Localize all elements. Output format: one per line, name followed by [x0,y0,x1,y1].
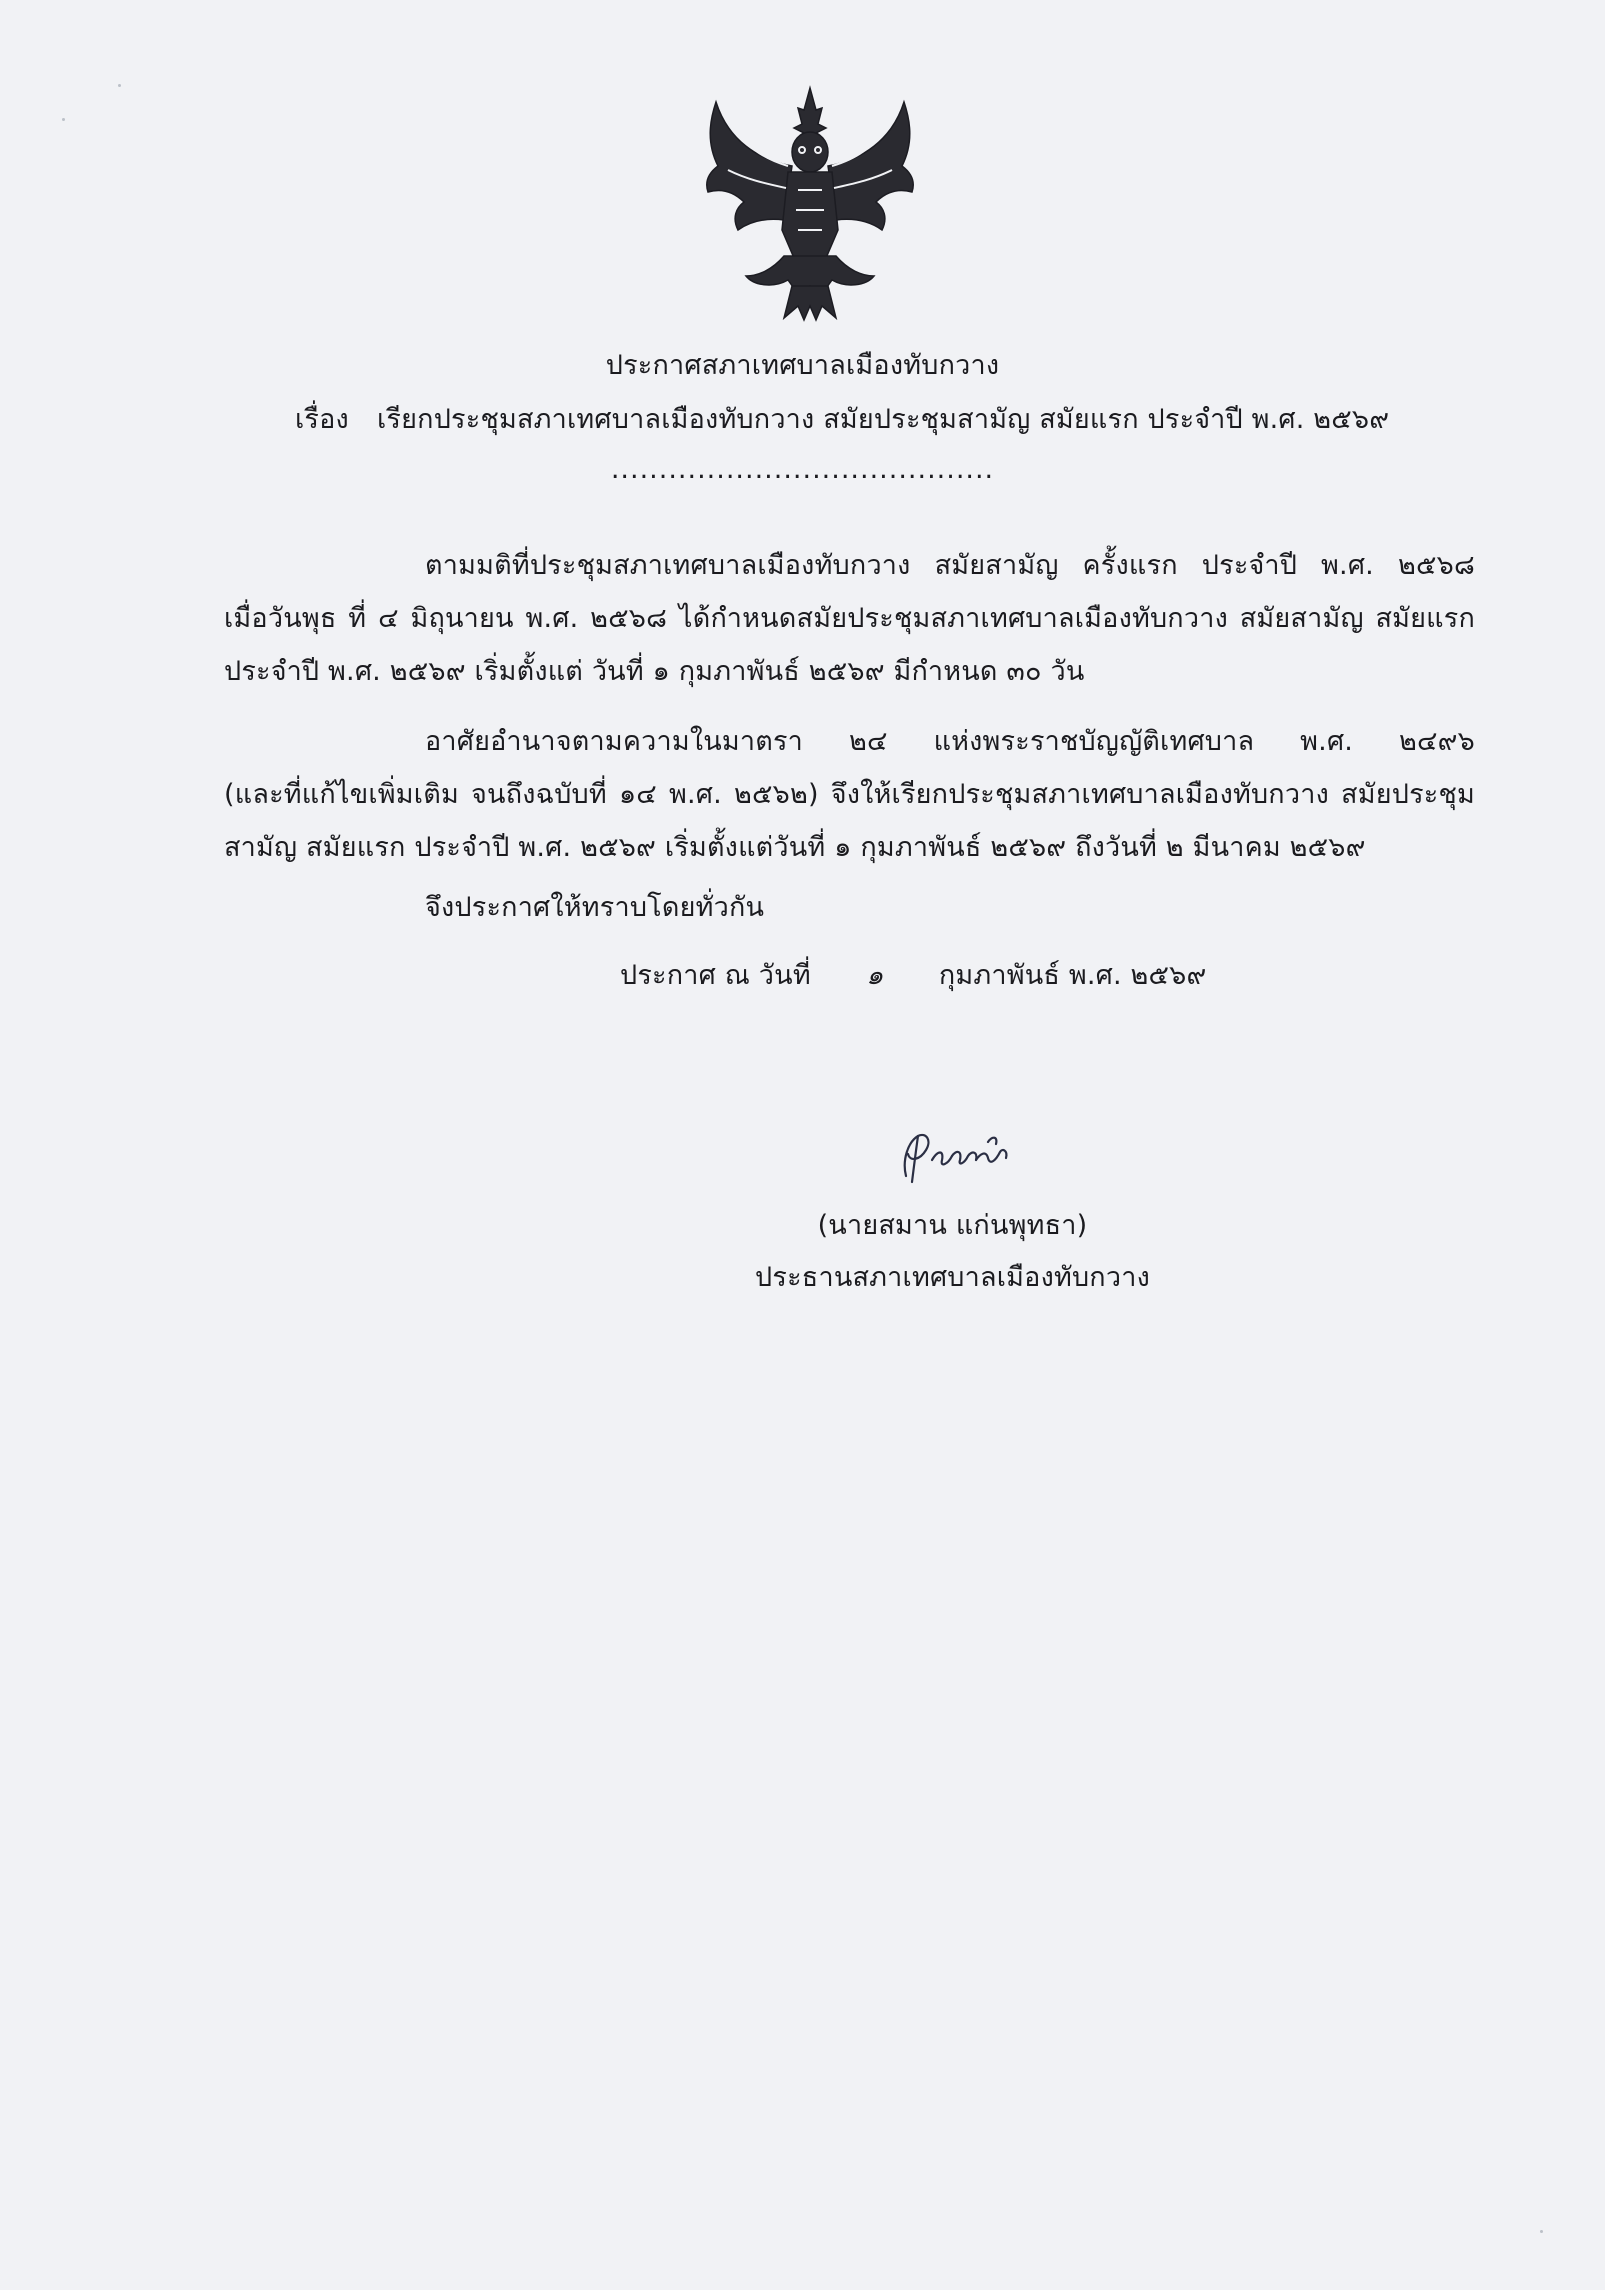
date-prefix: ประกาศ ณ วันที่ [620,960,811,991]
signatory-name: (นายสมาน แก่นพุทธา) [817,1210,1088,1241]
garuda-emblem-icon [688,80,933,325]
date-month-year: กุมภาพันธ์ พ.ศ. ๒๕๖๙ [938,960,1207,991]
handwritten-signature-icon [892,1120,1032,1190]
paragraph-3: จึงประกาศให้ทราบโดยทั่วกัน [425,892,765,923]
paragraph-1-line-2: เมื่อวันพุธ ที่ ๔ มิถุนายน พ.ศ. ๒๕๖๘ ได้กำหนดสมัยประชุมสภาเทศบาลเมืองทับกวาง สมัยสามัญ สมัยแรก [224,603,1475,634]
separator-dots: ........................................ [610,454,995,485]
paragraph-2-line-3: สามัญ สมัยแรก ประจำปี พ.ศ. ๒๕๖๙ เริ่มตั้งแต่วันที่ ๑ กุมภาพันธ์ ๒๕๖๙ ถึงวันที่ ๒ มีนาคม ๒๕๖๙ [224,832,1366,863]
subject-label: เรื่อง [295,404,349,435]
paragraph-1-line-3: ประจำปี พ.ศ. ๒๕๖๙ เริ่มตั้งแต่ วันที่ ๑ กุมภาพันธ์ ๒๕๖๙ มีกำหนด ๓๐ วัน [224,656,1085,687]
signatory-position: ประธานสภาเทศบาลเมืองทับกวาง [755,1262,1150,1293]
subject-text: เรียกประชุมสภาเทศบาลเมืองทับกวาง สมัยประชุมสามัญ สมัยแรก ประจำปี พ.ศ. ๒๕๖๙ [377,404,1390,435]
scan-speck [118,84,121,87]
scan-speck [62,118,65,121]
announcement-date [620,956,1206,996]
date-day: ๑ [866,960,884,991]
subject-line [295,400,1389,440]
paragraph-1-line-1: ตามมติที่ประชุมสภาเทศบาลเมืองทับกวาง สมัยสามัญ ครั้งแรก ประจำปี พ.ศ. ๒๕๖๘ [425,550,1475,581]
paragraph-2-line-2: (และที่แก้ไขเพิ่มเติม จนถึงฉบับที่ ๑๔ พ.ศ. ๒๕๖๒) จึงให้เรียกประชุมสภาเทศบาลเมืองทับกวาง สมัยประชุม [224,779,1475,810]
announcement-title: ประกาศสภาเทศบาลเมืองทับกวาง [605,350,1000,381]
scan-speck [1540,2230,1543,2233]
paragraph-2-line-1: อาศัยอำนาจตามความในมาตรา ๒๔ แห่งพระราชบัญญัติเทศบาล พ.ศ. ๒๔๙๖ [425,726,1475,757]
